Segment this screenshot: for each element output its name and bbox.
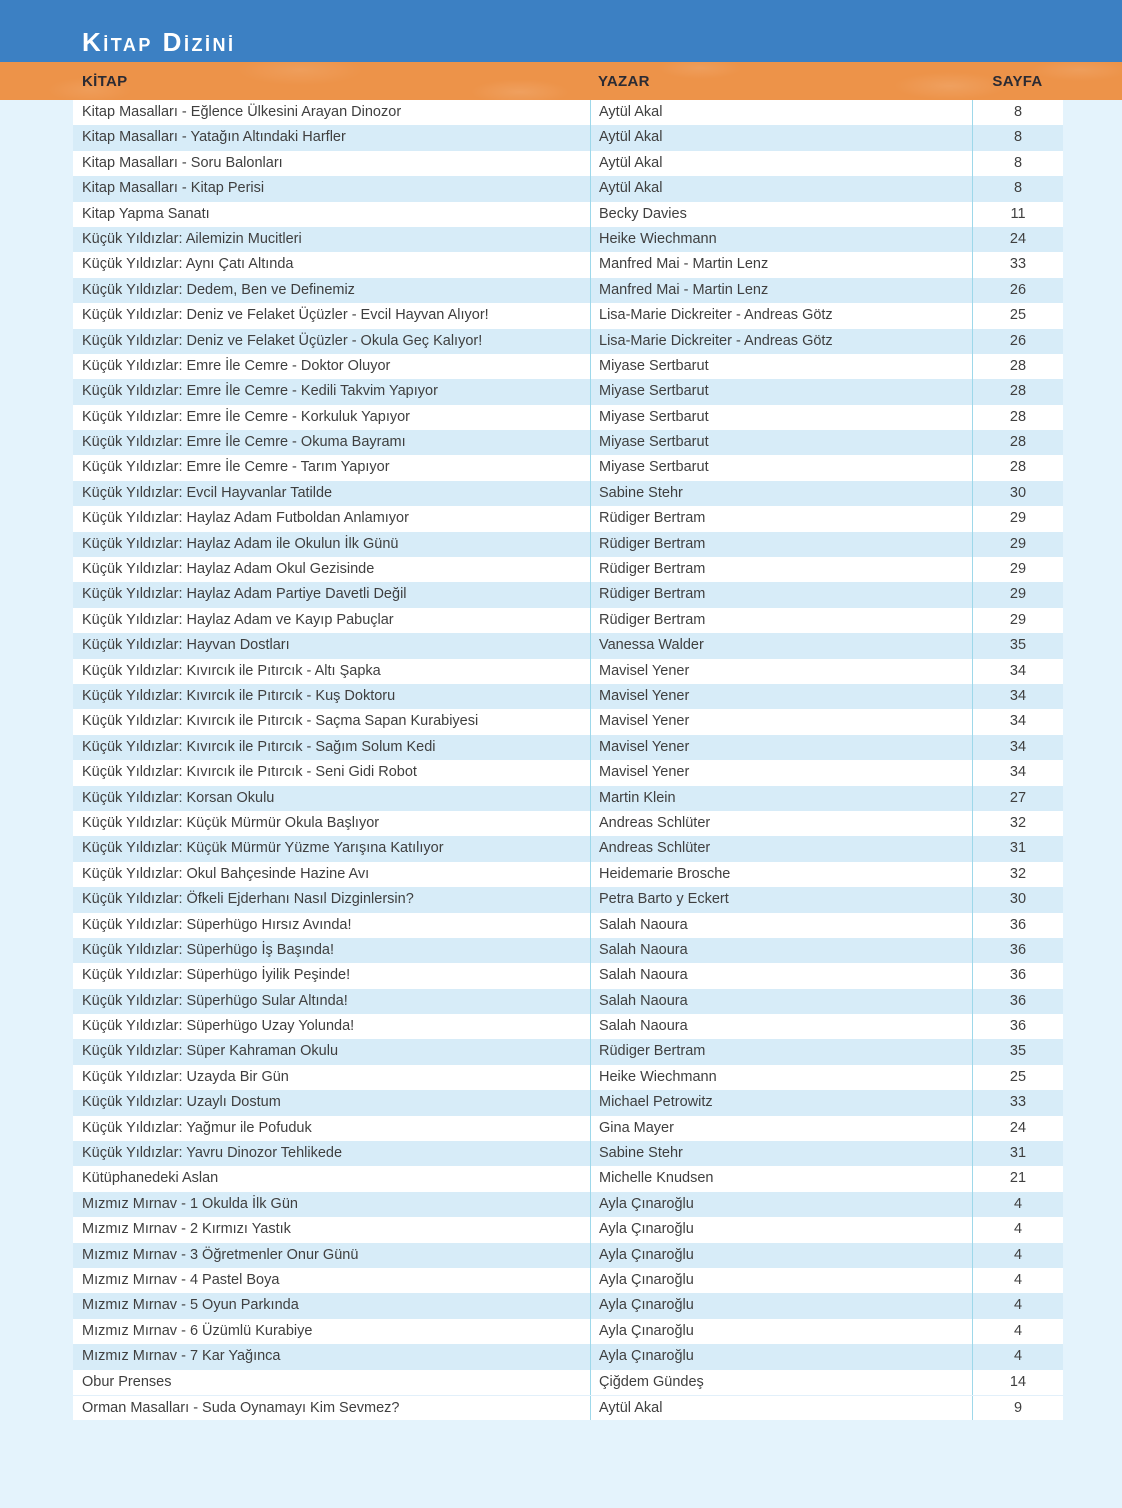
book-author: Heidemarie Brosche xyxy=(590,862,972,887)
table-row xyxy=(73,1344,1063,1369)
table-row xyxy=(73,1065,1063,1090)
table-row xyxy=(73,913,1063,938)
book-author: Rüdiger Bertram xyxy=(590,532,972,557)
book-author: Becky Davies xyxy=(590,202,972,227)
book-author: Rüdiger Bertram xyxy=(590,1039,972,1064)
book-author: Petra Barto y Eckert xyxy=(590,887,972,912)
table-row xyxy=(73,252,1063,277)
book-page: 29 xyxy=(972,557,1063,582)
book-page: 28 xyxy=(972,354,1063,379)
book-title: Küçük Yıldızlar: Haylaz Adam Partiye Davetli Değil xyxy=(82,586,407,603)
book-page: 28 xyxy=(972,405,1063,430)
book-title: Küçük Yıldızlar: Evcil Hayvanlar Tatilde xyxy=(82,484,333,501)
book-page: 33 xyxy=(972,252,1063,277)
book-title: Küçük Yıldızlar: Emre İle Cemre - Tarım Yapıyor xyxy=(82,459,390,476)
book-page: 4 xyxy=(972,1293,1063,1318)
book-page: 30 xyxy=(972,481,1063,506)
table-row xyxy=(73,608,1063,633)
book-author: Andreas Schlüter xyxy=(590,836,972,861)
book-author: Mavisel Yener xyxy=(590,735,972,760)
book-page: 34 xyxy=(972,659,1063,684)
table-row xyxy=(73,1090,1063,1115)
book-page: 4 xyxy=(972,1268,1063,1293)
book-title: Küçük Yıldızlar: Aynı Çatı Altında xyxy=(82,256,294,273)
table-row xyxy=(73,329,1063,354)
table-row xyxy=(73,481,1063,506)
book-author: Aytül Akal xyxy=(590,100,972,125)
book-title: Küçük Yıldızlar: Haylaz Adam ile Okulun İlk Günü xyxy=(82,535,399,552)
column-header-yazar: YAZAR xyxy=(598,72,650,90)
table-row xyxy=(73,532,1063,557)
table-row xyxy=(73,379,1063,404)
book-page: 36 xyxy=(972,989,1063,1014)
book-page: 4 xyxy=(972,1192,1063,1217)
book-page: 36 xyxy=(972,1014,1063,1039)
column-header-sayfa: SAYFA xyxy=(992,72,1043,90)
table-row xyxy=(73,455,1063,480)
book-page: 35 xyxy=(972,633,1063,658)
book-title: Küçük Yıldızlar: Kıvırcık ile Pıtırcık - Seni Gidi Robot xyxy=(82,764,417,781)
table-row xyxy=(73,151,1063,176)
book-author: Martin Klein xyxy=(590,786,972,811)
book-title: Küçük Yıldızlar: Hayvan Dostları xyxy=(82,637,290,654)
table-row xyxy=(73,735,1063,760)
book-page: 4 xyxy=(972,1243,1063,1268)
book-page: 8 xyxy=(972,151,1063,176)
book-title: Küçük Yıldızlar: Süperhügo Sular Altında! xyxy=(82,992,348,1009)
book-author: Rüdiger Bertram xyxy=(590,608,972,633)
book-title: Küçük Yıldızlar: Küçük Mürmür Okula Başlıyor xyxy=(82,814,380,831)
book-page: 25 xyxy=(972,303,1063,328)
book-page: 11 xyxy=(972,202,1063,227)
book-page: 24 xyxy=(972,1116,1063,1141)
book-page: 26 xyxy=(972,278,1063,303)
book-page: 29 xyxy=(972,582,1063,607)
book-page: 9 xyxy=(972,1396,1063,1420)
book-page: 34 xyxy=(972,760,1063,785)
book-author: Lisa-Marie Dickreiter - Andreas Götz xyxy=(590,303,972,328)
book-author: Aytül Akal xyxy=(590,151,972,176)
book-title: Küçük Yıldızlar: Süperhügo İyilik Peşinde! xyxy=(82,967,351,984)
table-row xyxy=(73,963,1063,988)
book-title: Küçük Yıldızlar: Emre İle Cemre - Korkuluk Yapıyor xyxy=(82,408,410,425)
book-page: 28 xyxy=(972,455,1063,480)
book-author: Aytül Akal xyxy=(590,125,972,150)
table-row xyxy=(73,100,1063,125)
book-title: Küçük Yıldızlar: Deniz ve Felaket Üçüzler - Evcil Hayvan Alıyor! xyxy=(82,307,489,324)
book-page: 34 xyxy=(972,709,1063,734)
book-author: Ayla Çınaroğlu xyxy=(590,1268,972,1293)
book-title: Küçük Yıldızlar: Öfkeli Ejderhanı Nasıl Dizginlersin? xyxy=(82,891,414,908)
table-row xyxy=(73,405,1063,430)
table-row xyxy=(73,938,1063,963)
book-page: 31 xyxy=(972,1141,1063,1166)
book-title: Kitap Masalları - Kitap Perisi xyxy=(82,180,265,197)
book-author: Ayla Çınaroğlu xyxy=(590,1293,972,1318)
table-row xyxy=(73,557,1063,582)
table-row xyxy=(73,1166,1063,1191)
book-page: 26 xyxy=(972,329,1063,354)
book-page: 31 xyxy=(972,836,1063,861)
table-row xyxy=(73,1014,1063,1039)
book-page: 8 xyxy=(972,100,1063,125)
book-title: Küçük Yıldızlar: Deniz ve Felaket Üçüzler - Okula Geç Kalıyor! xyxy=(82,332,483,349)
book-author: Miyase Sertbarut xyxy=(590,379,972,404)
book-title: Mızmız Mırnav - 6 Üzümlü Kurabiye xyxy=(82,1322,313,1339)
book-page: 25 xyxy=(972,1065,1063,1090)
book-title: Küçük Yıldızlar: Kıvırcık ile Pıtırcık - Kuş Doktoru xyxy=(82,687,396,704)
table-row xyxy=(73,1319,1063,1344)
table-row xyxy=(73,811,1063,836)
book-author: Salah Naoura xyxy=(590,938,972,963)
book-author: Mavisel Yener xyxy=(590,760,972,785)
book-title: Küçük Yıldızlar: Emre İle Cemre - Okuma Bayramı xyxy=(82,434,406,451)
book-page: 36 xyxy=(972,938,1063,963)
book-author: Miyase Sertbarut xyxy=(590,354,972,379)
book-author: Salah Naoura xyxy=(590,989,972,1014)
table-row xyxy=(73,176,1063,201)
book-author: Ayla Çınaroğlu xyxy=(590,1344,972,1369)
book-page: 4 xyxy=(972,1217,1063,1242)
book-page: 33 xyxy=(972,1090,1063,1115)
book-author: Salah Naoura xyxy=(590,963,972,988)
book-title: Kitap Masalları - Soru Balonları xyxy=(82,154,283,171)
table-row xyxy=(73,1141,1063,1166)
book-author: Lisa-Marie Dickreiter - Andreas Götz xyxy=(590,329,972,354)
book-author: Salah Naoura xyxy=(590,1014,972,1039)
book-title: Küçük Yıldızlar: Kıvırcık ile Pıtırcık - Saçma Sapan Kurabiyesi xyxy=(82,713,479,730)
book-author: Michael Petrowitz xyxy=(590,1090,972,1115)
book-page: 36 xyxy=(972,963,1063,988)
table-row xyxy=(73,1039,1063,1064)
book-author: Heike Wiechmann xyxy=(590,1065,972,1090)
table-row xyxy=(73,684,1063,709)
book-title: Küçük Yıldızlar: Süper Kahraman Okulu xyxy=(82,1043,339,1060)
book-title: Mızmız Mırnav - 2 Kırmızı Yastık xyxy=(82,1221,291,1238)
book-title: Küçük Yıldızlar: Korsan Okulu xyxy=(82,789,275,806)
book-page: 8 xyxy=(972,125,1063,150)
book-author: Çiğdem Gündeş xyxy=(590,1370,972,1395)
book-author: Aytül Akal xyxy=(590,176,972,201)
table-row xyxy=(73,506,1063,531)
book-title: Kitap Yapma Sanatı xyxy=(82,205,210,222)
book-title: Orman Masalları - Suda Oynamayı Kim Sevmez? xyxy=(82,1399,400,1416)
table-row xyxy=(73,227,1063,252)
table-row xyxy=(73,1268,1063,1293)
book-title: Mızmız Mırnav - 5 Oyun Parkında xyxy=(82,1297,299,1314)
book-title: Küçük Yıldızlar: Ailemizin Mucitleri xyxy=(82,230,302,247)
book-author: Vanessa Walder xyxy=(590,633,972,658)
book-title: Küçük Yıldızlar: Süperhügo Hırsız Avında! xyxy=(82,916,352,933)
table-row xyxy=(73,1395,1063,1420)
book-page: 28 xyxy=(972,379,1063,404)
table-row xyxy=(73,760,1063,785)
book-title: Küçük Yıldızlar: Süperhügo İş Başında! xyxy=(82,941,335,958)
book-title: Küçük Yıldızlar: Emre İle Cemre - Doktor Oluyor xyxy=(82,357,391,374)
book-page: 28 xyxy=(972,430,1063,455)
book-title: Mızmız Mırnav - 1 Okulda İlk Gün xyxy=(82,1195,298,1212)
book-title: Küçük Yıldızlar: Haylaz Adam ve Kayıp Pabuçlar xyxy=(82,611,394,628)
book-title: Küçük Yıldızlar: Haylaz Adam Okul Gezisinde xyxy=(82,561,375,578)
book-author: Mavisel Yener xyxy=(590,684,972,709)
book-author: Rüdiger Bertram xyxy=(590,506,972,531)
table-row xyxy=(73,1116,1063,1141)
book-page: 29 xyxy=(972,608,1063,633)
book-title: Kitap Masalları - Eğlence Ülkesini Arayan Dinozor xyxy=(82,104,402,120)
book-author: Gina Mayer xyxy=(590,1116,972,1141)
table-row xyxy=(73,633,1063,658)
book-page: 32 xyxy=(972,811,1063,836)
table-row xyxy=(73,709,1063,734)
table-row xyxy=(73,659,1063,684)
book-title: Küçük Yıldızlar: Kıvırcık ile Pıtırcık - Altı Şapka xyxy=(82,662,381,679)
table-row xyxy=(73,125,1063,150)
book-author: Mavisel Yener xyxy=(590,709,972,734)
table-column-header-band xyxy=(0,62,1122,100)
table-row xyxy=(73,278,1063,303)
table-row xyxy=(73,354,1063,379)
book-table-body xyxy=(73,100,1063,1420)
book-title: Obur Prenses xyxy=(82,1373,172,1390)
book-author: Mavisel Yener xyxy=(590,659,972,684)
page-title: Kitap Dizini xyxy=(82,27,236,57)
table-row xyxy=(73,582,1063,607)
book-page: 29 xyxy=(972,532,1063,557)
book-author: Ayla Çınaroğlu xyxy=(590,1319,972,1344)
book-page: 36 xyxy=(972,913,1063,938)
book-author: Sabine Stehr xyxy=(590,481,972,506)
book-page: 32 xyxy=(972,862,1063,887)
book-title: Küçük Yıldızlar: Süperhügo Uzay Yolunda! xyxy=(82,1018,355,1035)
table-row xyxy=(73,836,1063,861)
table-row xyxy=(73,786,1063,811)
book-page: 30 xyxy=(972,887,1063,912)
book-page: 27 xyxy=(972,786,1063,811)
book-page: 35 xyxy=(972,1039,1063,1064)
book-title: Küçük Yıldızlar: Küçük Mürmür Yüzme Yarışına Katılıyor xyxy=(82,840,444,857)
book-page: 21 xyxy=(972,1166,1063,1191)
book-page: 4 xyxy=(972,1319,1063,1344)
book-author: Miyase Sertbarut xyxy=(590,430,972,455)
book-author: Ayla Çınaroğlu xyxy=(590,1243,972,1268)
book-page: 8 xyxy=(972,176,1063,201)
book-author: Andreas Schlüter xyxy=(590,811,972,836)
book-title: Küçük Yıldızlar: Kıvırcık ile Pıtırcık - Sağım Solum Kedi xyxy=(82,738,436,755)
book-author: Sabine Stehr xyxy=(590,1141,972,1166)
book-title: Küçük Yıldızlar: Haylaz Adam Futboldan Anlamıyor xyxy=(82,510,409,527)
book-author: Manfred Mai - Martin Lenz xyxy=(590,278,972,303)
book-title: Küçük Yıldızlar: Uzaylı Dostum xyxy=(82,1094,281,1111)
book-author: Ayla Çınaroğlu xyxy=(590,1217,972,1242)
table-row xyxy=(73,1243,1063,1268)
column-header-kitap: KİTAP xyxy=(82,72,128,90)
book-page: 34 xyxy=(972,735,1063,760)
table-row xyxy=(73,862,1063,887)
book-title: Kitap Masalları - Yatağın Altındaki Harfler xyxy=(82,129,346,146)
book-author: Ayla Çınaroğlu xyxy=(590,1192,972,1217)
book-author: Salah Naoura xyxy=(590,913,972,938)
book-page: 34 xyxy=(972,684,1063,709)
table-row xyxy=(73,887,1063,912)
book-author: Aytül Akal xyxy=(590,1396,972,1420)
book-title: Kütüphanedeki Aslan xyxy=(82,1170,219,1187)
book-title: Küçük Yıldızlar: Emre İle Cemre - Kedili Takvim Yapıyor xyxy=(82,383,438,400)
book-author: Rüdiger Bertram xyxy=(590,582,972,607)
book-title: Küçük Yıldızlar: Uzayda Bir Gün xyxy=(82,1068,289,1085)
book-author: Michelle Knudsen xyxy=(590,1166,972,1191)
table-row xyxy=(73,430,1063,455)
page-header xyxy=(0,0,1122,62)
book-author: Rüdiger Bertram xyxy=(590,557,972,582)
book-title: Mızmız Mırnav - 7 Kar Yağınca xyxy=(82,1348,281,1365)
table-row xyxy=(73,303,1063,328)
table-row xyxy=(73,1192,1063,1217)
table-row xyxy=(73,1293,1063,1318)
book-title: Küçük Yıldızlar: Yavru Dinozor Tehlikede xyxy=(82,1145,343,1162)
book-author: Manfred Mai - Martin Lenz xyxy=(590,252,972,277)
book-page: 14 xyxy=(972,1370,1063,1395)
table-row xyxy=(73,1370,1063,1395)
book-title: Mızmız Mırnav - 4 Pastel Boya xyxy=(82,1271,280,1288)
book-author: Miyase Sertbarut xyxy=(590,405,972,430)
book-title: Küçük Yıldızlar: Okul Bahçesinde Hazine Avı xyxy=(82,865,370,882)
book-page: 29 xyxy=(972,506,1063,531)
book-title: Küçük Yıldızlar: Yağmur ile Pofuduk xyxy=(82,1119,312,1136)
table-row xyxy=(73,989,1063,1014)
book-author: Miyase Sertbarut xyxy=(590,455,972,480)
book-title: Mızmız Mırnav - 3 Öğretmenler Onur Günü xyxy=(82,1246,359,1263)
table-row xyxy=(73,202,1063,227)
book-author: Heike Wiechmann xyxy=(590,227,972,252)
table-row xyxy=(73,1217,1063,1242)
book-title: Küçük Yıldızlar: Dedem, Ben ve Definemiz xyxy=(82,281,355,298)
book-page: 24 xyxy=(972,227,1063,252)
book-page: 4 xyxy=(972,1344,1063,1369)
